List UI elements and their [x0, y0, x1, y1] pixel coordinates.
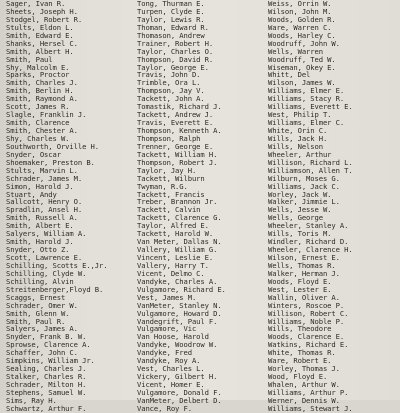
name-entry: White, Orin C.	[268, 126, 328, 135]
name-entry: Taylor, Alfred E.	[137, 221, 209, 231]
name-entry: Shoemaker, Preston B.	[6, 157, 95, 167]
name-entry: Willison, Richard L.	[268, 157, 353, 167]
name-entry: Woodruff, Ted W.	[268, 54, 336, 64]
name-entry: Treber, Brannon Jr.	[137, 197, 218, 207]
name-entry: Shy, Charles W.	[6, 133, 70, 143]
name-entry: Woods, Clarence E.	[268, 332, 345, 342]
name-entry: Schwartz, Arthur F.	[6, 403, 87, 413]
name-entry: Watkins, Richard E.	[268, 340, 349, 350]
name-entry: Salyers, James A.	[6, 324, 78, 334]
name-entry: Smith, Russell A.	[6, 213, 78, 223]
name-entry: Ware, Robert E.	[268, 356, 332, 366]
name-entry: Woods, Golden R.	[268, 14, 336, 24]
name-entry: VanMeter, Stanley N.	[137, 300, 222, 310]
name-entry: Wheeler, Stanley A.	[268, 221, 349, 231]
name-entry: Vandyke, Woodrow W.	[137, 340, 218, 350]
name-entry: Wills, Toris M.	[268, 229, 332, 239]
name-entry: Vandegrift, Paul F.	[137, 316, 218, 326]
name-entry: Walker, Jimmie L.	[268, 197, 340, 207]
name-entry: Williams, Stacy R.	[268, 94, 345, 104]
name-entry: Taylor, Jay H.	[137, 165, 197, 175]
name-entry: Vulgamore, Howard D.	[137, 308, 222, 318]
name-entry: Williams, Everett E.	[268, 102, 353, 112]
name-entry: Van Meter, Dallas N.	[137, 237, 222, 247]
name-entry: Stults, Eldon L.	[6, 22, 74, 32]
name-entry: Tackett, Calvin	[137, 205, 201, 215]
name-entry: Shy, Malcolm E.	[6, 62, 70, 72]
name-entry: Williams, Arthur P.	[268, 387, 349, 397]
name-entry: Schilling, Scotts E.,Jr.	[6, 260, 108, 270]
name-entry: Wills, Theodore	[268, 324, 332, 334]
name-entry: Smith, Paul	[6, 54, 53, 64]
name-entry: Snyder, Otto Z.	[6, 245, 70, 255]
name-entry: Travis, John D.	[137, 70, 201, 80]
name-entry: Schrader, Omer W.	[6, 300, 78, 310]
name-entry: Smith, Glenn W.	[6, 308, 70, 318]
name-entry: Sager, Ivan R.	[6, 0, 66, 8]
name-entry: Smith, Clarence	[6, 118, 70, 128]
name-entry: Southworth, Orville H.	[6, 141, 99, 151]
name-entry: Turpen, Clyde E.	[137, 6, 205, 16]
name-entry: Scott, James R.	[6, 102, 70, 112]
name-entry: Vicent, Delmo C.	[137, 268, 205, 278]
name-entry: Worley, Thomas J.	[268, 364, 340, 374]
name-entry: White, Thomas R.	[268, 348, 336, 358]
name-entry: Wheeler, Arthur	[268, 149, 332, 159]
name-entry: Vulgamore, Richard E.	[137, 284, 226, 294]
name-entry: Tong, Thurman E.	[137, 0, 205, 8]
name-entry: Williams, Elmer C.	[268, 118, 345, 128]
name-entry: Wells, Warren	[268, 46, 323, 56]
name-entry: Schrader, James M.	[6, 173, 83, 183]
name-entry: Smith, Berlin H.	[6, 86, 74, 96]
name-entry: Schrader, Milton H.	[6, 380, 87, 389]
name-entry: Wheeler, Clarence H.	[268, 245, 353, 255]
name-entry: Snyder, Frank B. W.	[6, 332, 87, 342]
name-entry: Tackett, Francis	[137, 189, 205, 199]
name-entry: Schaffer, John C.	[6, 348, 78, 358]
name-entry: Tackett, Harold W.	[137, 229, 214, 239]
name-entry: Stephens, Samuel W.	[6, 387, 87, 397]
name-entry: Tackett, John A.	[137, 94, 205, 104]
name-columns	[6, 0, 400, 413]
name-entry: Woodruff, John W.	[268, 38, 340, 48]
name-entry: Williams, Stewart J.	[268, 403, 353, 413]
name-entry: Wiseman, Okey E.	[268, 62, 336, 72]
name-entry: Schilling, Alvin	[6, 276, 74, 286]
name-entry: Wilson, Ernest E.	[268, 253, 340, 262]
name-entry: Worley, Jack W.	[268, 189, 332, 199]
column-2	[137, 0, 268, 413]
name-entry: Werner, Dennis W.	[268, 395, 340, 405]
name-entry: Tackett, Clarence G.	[137, 213, 222, 223]
name-entry: Shanks, Hersel C.	[6, 38, 78, 48]
name-entry: Stalker, Charles R.	[6, 372, 87, 382]
name-entry: Trimble, Ora L.	[137, 78, 201, 88]
name-entry: Winters, Roscoe P.	[268, 300, 345, 310]
name-entry: Wells, Jesse W.	[268, 205, 332, 215]
name-entry: Smith, Chester A.	[6, 126, 78, 135]
name-entry: Williams, Jack C.	[268, 181, 340, 191]
name-entry: Thompson, Ralph	[137, 133, 201, 143]
name-entry: Smith, Raymond A.	[6, 94, 78, 104]
name-entry: Taylor, George E.	[137, 62, 209, 72]
name-entry: Vallery, William G.	[137, 245, 218, 255]
name-entry: Vandyke, Charles A.	[137, 276, 218, 286]
name-entry: Spradlin, Ansel H.	[6, 205, 83, 215]
name-entry: Sparks, Proctor	[6, 70, 70, 80]
name-entry: Wills, Jack H.	[268, 133, 328, 143]
name-entry: Woods, Floyd E.	[268, 276, 332, 286]
name-entry: Trainer, Robert H.	[137, 38, 214, 48]
name-entry: Smith, Charles J.	[6, 78, 78, 88]
name-entry: VanMeter, Delbert D.	[137, 395, 222, 405]
name-entry: Twyman, R.G.	[137, 181, 188, 191]
name-entry: Wilson, John M.	[268, 6, 332, 16]
name-entry: Thompson, Robert J.	[137, 157, 218, 167]
name-entry: Smith, Edward E.	[6, 30, 74, 40]
name-entry: Wills, Nelson	[268, 141, 323, 151]
name-entry: Trenner, George E.	[137, 141, 214, 151]
name-entry: Van Hoose, Harold	[137, 332, 209, 342]
name-entry: Vulgamore, Vic	[137, 324, 197, 334]
name-entry: Wallin, Oliver A.	[268, 292, 340, 302]
column-1	[6, 0, 137, 413]
name-entry: Smith, Albert E.	[6, 221, 74, 231]
name-entry: Tackett, William H.	[137, 149, 218, 159]
name-entry: Vandyke, Fred	[137, 348, 192, 358]
name-entry: Tomastik, Richard J.	[137, 102, 222, 112]
name-entry: Schilling, Clyde W.	[6, 268, 87, 278]
name-entry: Vance, Roy F.	[137, 403, 192, 413]
name-entry: Sheets, Joseph H.	[6, 6, 78, 16]
name-entry: Whitt, Del	[268, 70, 311, 80]
name-entry: Sallcott, Henry O.	[6, 197, 83, 207]
name-entry: Vest, Charles L.	[137, 364, 205, 374]
name-entry: Stodgel, Robert R.	[6, 14, 83, 24]
name-entry: Walker, Herman J.	[268, 268, 340, 278]
name-entry: Willison, Robert C.	[268, 308, 349, 318]
name-entry: Woods, Harley C.	[268, 30, 336, 40]
name-entry: Smith, Harold J.	[6, 237, 74, 247]
name-entry: Wood, Floyd E.	[268, 372, 328, 382]
name-entry: Wilson, James W.	[268, 78, 336, 88]
name-entry: Williams, Noble P.	[268, 316, 345, 326]
name-entry: Travis, Everett E.	[137, 118, 214, 128]
name-entry: Vickery, Gilbert H.	[137, 372, 218, 382]
name-entry: Wells, Thomas R.	[268, 260, 336, 270]
name-entry: Williams, Elmer E.	[268, 86, 345, 96]
name-entry: Simon, Harold J.	[6, 181, 74, 191]
name-entry: Thoman, Edward R.	[137, 22, 209, 32]
column-3	[268, 0, 399, 413]
name-entry: Williamson, Allen T.	[268, 165, 353, 175]
name-entry: West, Lester E.	[268, 284, 332, 294]
name-entry: Sprowse, Clarence A.	[6, 340, 91, 350]
name-entry: Thompson, David R.	[137, 54, 214, 64]
name-entry: Windler, Richard D.	[268, 237, 349, 247]
name-entry: Scaggs, Ernest	[6, 292, 66, 302]
name-entry: Ware, Warren C.	[268, 22, 332, 32]
name-entry: Slagle, Franklin J.	[6, 110, 87, 120]
name-entry: Thompson, Jay V.	[137, 86, 205, 96]
name-entry: Salyers, William A.	[6, 229, 87, 239]
name-entry: Thomason, Andrew	[137, 30, 205, 40]
name-entry: Vulgamore, Donald F.	[137, 387, 222, 397]
name-entry: Vandyke, Roy A.	[137, 356, 201, 366]
name-entry: Stuart, Andy	[6, 189, 57, 199]
name-entry: Tackett, Andrew J.	[137, 110, 214, 120]
name-entry: Thompson, Kenneth A.	[137, 126, 222, 135]
name-entry: Vest, James M.	[137, 292, 197, 302]
name-entry: Wilburn, Moses G.	[268, 173, 340, 183]
name-entry: Tackett, Wilburn	[137, 173, 205, 183]
name-entry: Scott, Lawrence E.	[6, 253, 83, 262]
name-entry: Whalen, Arthur W.	[268, 380, 340, 389]
name-entry: Sealing, Charles J.	[6, 364, 87, 374]
name-entry: West, Philip T.	[268, 110, 332, 120]
name-entry: Snyder, Oscar	[6, 149, 61, 159]
name-entry: Simpkins, William Jr.	[6, 356, 95, 366]
name-entry: Streitenberger,Floyd B.	[6, 284, 104, 294]
name-entry: Vallery, Harry T.	[137, 260, 209, 270]
name-entry: Vincent, Leslie E.	[137, 253, 214, 262]
name-entry: Vicent, Homer E.	[137, 380, 205, 389]
name-entry: Weiss, Orrin W.	[268, 0, 332, 8]
name-entry: Smith, Paul R.	[6, 316, 66, 326]
name-entry: Stults, Marvin L.	[6, 165, 78, 175]
name-entry: Sims, Ray H.	[6, 395, 57, 405]
name-entry: Wells, George	[268, 213, 323, 223]
name-entry: Taylor, Charles O.	[137, 46, 214, 56]
name-entry: Taylor, Lewis R.	[137, 14, 205, 24]
name-entry: Smith, Albert H.	[6, 46, 74, 56]
